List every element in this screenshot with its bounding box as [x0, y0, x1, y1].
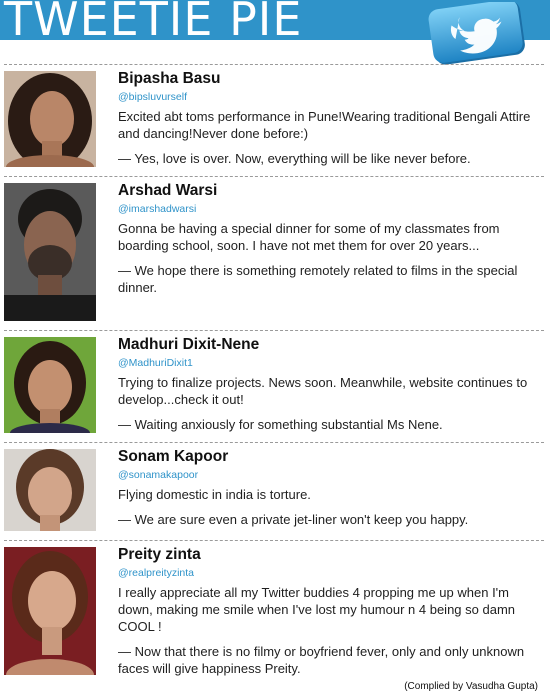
tweet-text: Excited abt toms performance in Pune!Wearing traditional Bengali Attire and dancing!Never done before:): [118, 109, 531, 141]
profile-photo: [4, 337, 96, 433]
page-title: TWEETIE PIE: [4, 0, 303, 46]
tweet-entry: [4, 64, 544, 175]
editor-reply: — Waiting anxiously for something substantial Ms Nene.: [118, 417, 443, 432]
user-name: Arshad Warsi: [118, 182, 218, 199]
user-handle: @sonamakapoor: [118, 469, 199, 481]
tweet-entry: [4, 176, 544, 329]
user-handle: @MadhuriDixit1: [118, 357, 193, 369]
user-handle: @realpreityzinta: [118, 567, 195, 579]
user-handle: @imarshadwarsi: [118, 203, 197, 215]
user-name: Madhuri Dixit-Nene: [118, 336, 260, 353]
editor-reply: — We are sure even a private jet-liner won't keep you happy.: [118, 512, 469, 527]
editor-reply: — We hope there is something remotely related to films in the special dinner.: [118, 263, 518, 295]
user-handle: @bipsluvurself: [118, 91, 188, 103]
user-name: Preity zinta: [118, 546, 201, 563]
tweet-text: I really appreciate all my Twitter buddies 4 propping me up when I'm down, making me smile when I've lost my humour n 4 being so damn COOL !: [118, 585, 516, 634]
tweet-entry: [4, 540, 544, 681]
tweet-text: Flying domestic in india is torture.: [118, 487, 311, 502]
editor-reply: — Now that there is no filmy or boyfriend fever, only and only unknown faces will give happiness Preity.: [118, 644, 525, 676]
tweet-entry: [4, 442, 544, 539]
editor-reply: — Yes, love is over. Now, everything will be like never before.: [118, 151, 471, 166]
profile-photo: [4, 183, 96, 321]
tweet-entry: [4, 330, 544, 441]
profile-photo: [4, 547, 96, 675]
tweet-text: Trying to finalize projects. News soon. Meanwhile, website continues to develop...check it out!: [118, 375, 528, 407]
credit-line: (Complied by Vasudha Gupta): [404, 681, 538, 692]
user-name: Bipasha Basu: [118, 70, 221, 87]
tweet-text: Gonna be having a special dinner for some of my classmates from boarding school, soon. I have not met them for over 20 years...: [118, 221, 500, 253]
profile-photo: [4, 449, 96, 531]
profile-photo: [4, 71, 96, 167]
twitter-bird-logo-icon: [425, 2, 529, 66]
user-name: Sonam Kapoor: [118, 448, 229, 465]
